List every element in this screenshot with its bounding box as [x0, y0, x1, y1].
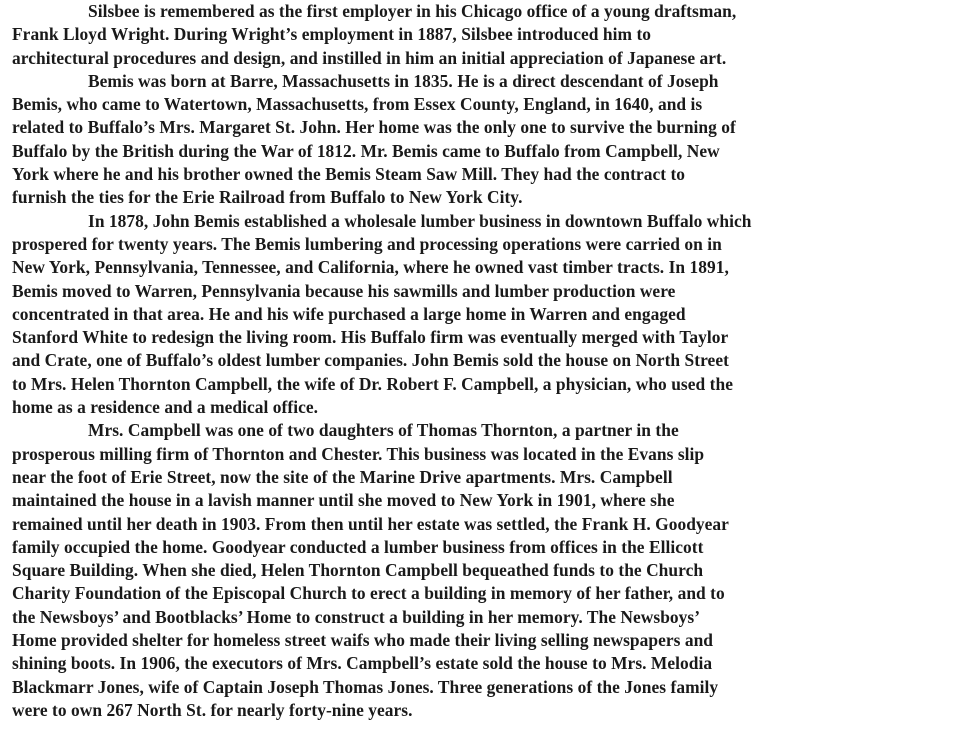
text-line: related to Buffalo’s Mrs. Margaret St. John. Her home was the only one to survive the burning of	[12, 117, 736, 138]
text-line: maintained the house in a lavish manner until she moved to New York in 1901, where she	[12, 490, 675, 511]
paragraph-bemis-lumber	[12, 210, 944, 420]
text-line: York where he and his brother owned the Bemis Steam Saw Mill. They had the contract to	[12, 164, 686, 185]
text-line: Buffalo by the British during the War of 1812. Mr. Bemis came to Buffalo from Campbell, New	[12, 140, 720, 161]
text-line: family occupied the home. Goodyear conducted a lumber business from offices in the Ellicott	[12, 536, 704, 557]
text-line: prospered for twenty years. The Bemis lumbering and processing operations were carried on in	[12, 233, 722, 254]
paragraph-campbell	[12, 419, 944, 722]
text-line: the Newsboys’ and Bootblacks’ Home to construct a building in her memory. The Newsboys’	[12, 606, 701, 627]
text-line: architectural procedures and design, and instilled in him an initial appreciation of Japanese art.	[12, 47, 727, 68]
text-line: home as a residence and a medical office.	[12, 397, 319, 418]
text-line: New York, Pennsylvania, Tennessee, and California, where he owned vast timber tracts. In 1891,	[12, 257, 729, 278]
text-line: to Mrs. Helen Thornton Campbell, the wife of Dr. Robert F. Campbell, a physician, who used the	[12, 373, 733, 394]
text-line: shining boots. In 1906, the executors of Mrs. Campbell’s estate sold the house to Mrs. Melodia	[12, 653, 713, 674]
text-line: Frank Lloyd Wright. During Wright’s employment in 1887, Silsbee introduced him to	[12, 24, 652, 45]
text-line: Square Building. When she died, Helen Thornton Campbell bequeathed funds to the Church	[12, 560, 704, 581]
text-line: furnish the ties for the Erie Railroad from Buffalo to New York City.	[12, 187, 523, 208]
text-line: were to own 267 North St. for nearly forty-nine years.	[12, 699, 413, 720]
text-line: near the foot of Erie Street, now the site of the Marine Drive apartments. Mrs. Campbell	[12, 466, 673, 487]
text-line: Silsbee is remembered as the first employer in his Chicago office of a young draftsman,	[88, 1, 737, 21]
text-line: Home provided shelter for homeless street waifs who made their living selling newspapers and	[12, 630, 714, 651]
text-line: Bemis was born at Barre, Massachusetts in 1835. He is a direct descendant of Joseph	[88, 70, 719, 91]
text-line: and Crate, one of Buffalo’s oldest lumber companies. John Bemis sold the house on North Street	[12, 350, 729, 371]
text-line: In 1878, John Bemis established a wholesale lumber business in downtown Buffalo which	[88, 210, 752, 231]
text-line: concentrated in that area. He and his wife purchased a large home in Warren and engaged	[12, 303, 686, 324]
text-line: Charity Foundation of the Episcopal Church to erect a building in memory of her father, and to	[12, 583, 725, 604]
text-line: Mrs. Campbell was one of two daughters of Thomas Thornton, a partner in the	[88, 420, 679, 441]
text-line: Bemis moved to Warren, Pennsylvania because his sawmills and lumber production were	[12, 280, 676, 301]
text-line: Bemis, who came to Watertown, Massachusetts, from Essex County, England, in 1640, and is	[12, 94, 703, 115]
text-line: Stanford White to redesign the living room. His Buffalo firm was eventually merged with Taylor	[12, 327, 729, 348]
text-line: remained until her death in 1903. From then until her estate was settled, the Frank H. Goodyear	[12, 513, 729, 534]
text-line: Blackmarr Jones, wife of Captain Joseph Thomas Jones. Three generations of the Jones family	[12, 676, 719, 697]
paragraph-silsbee	[12, 0, 944, 70]
text-line: prosperous milling firm of Thornton and Chester. This business was located in the Evans slip	[12, 443, 705, 464]
document-page	[12, 0, 944, 722]
paragraph-bemis-origins	[12, 70, 944, 210]
